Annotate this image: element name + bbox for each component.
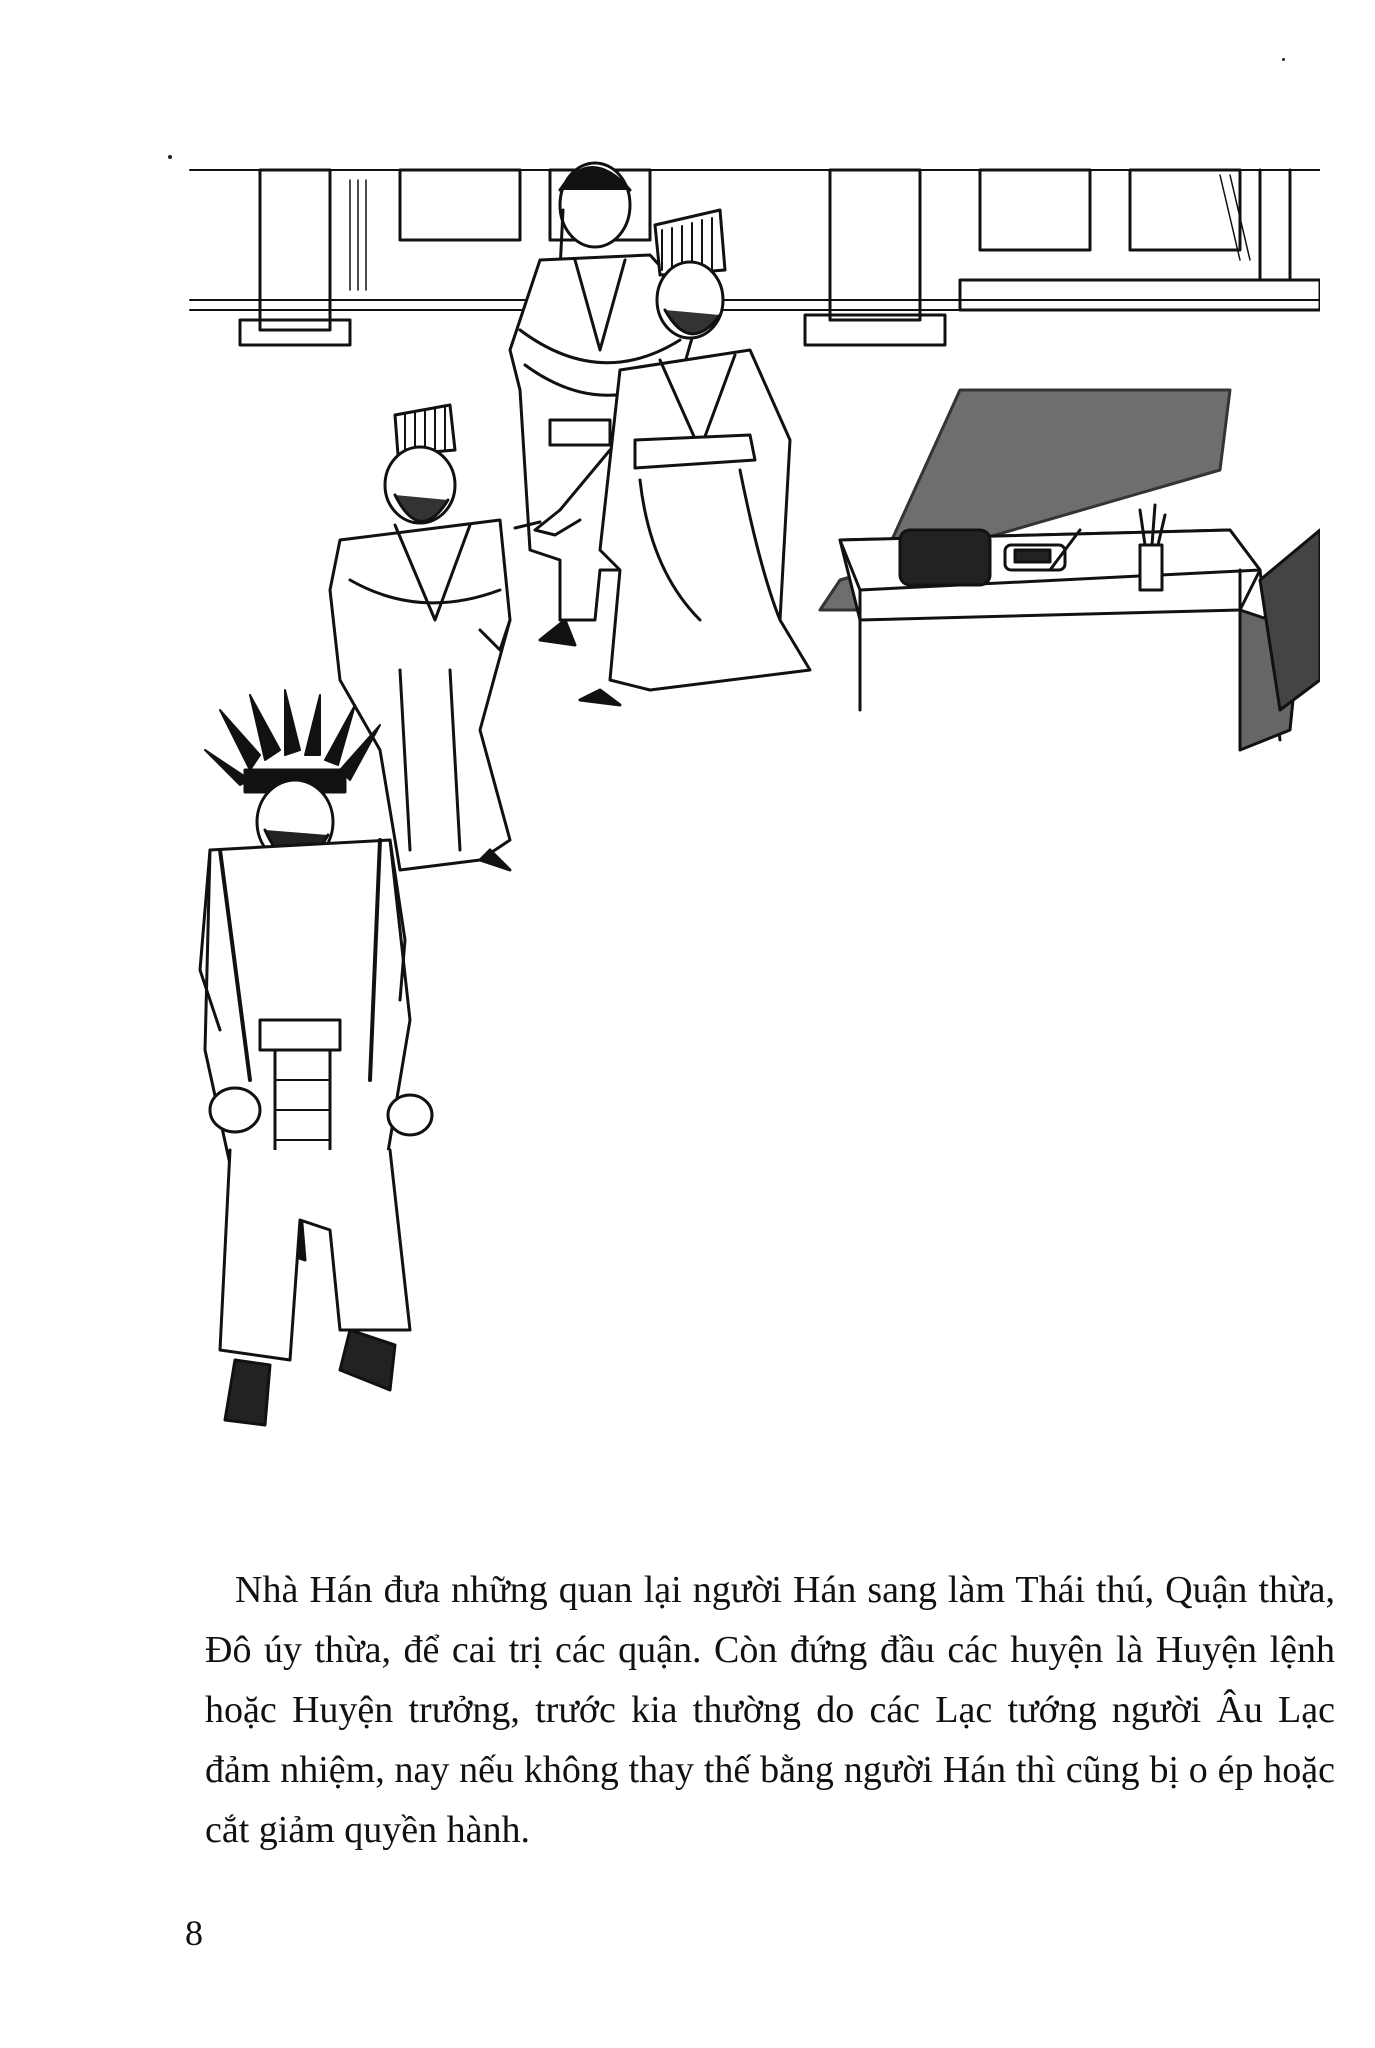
body-paragraph: Nhà Hán đưa những quan lại người Hán sang làm Thái thú, Quận thừa, Đô úy thừa, để cai trị các quận. Còn đứng đầu các huyện là Huyện lệnh hoặc Huyện trưởng, trước kia thường do các Lạc tướng người Âu Lạc đảm nhiệm, nay nếu không thay thế bằng người Hán thì cũng bị o ép hoặc cắt giảm quyền hành. bbox=[205, 1569, 1335, 1851]
han-official-left bbox=[330, 405, 510, 870]
palace-background bbox=[190, 170, 1320, 345]
ink-illustration bbox=[180, 150, 1320, 1470]
mat-and-desk bbox=[820, 390, 1320, 750]
page-number: 8 bbox=[185, 1913, 203, 1953]
scan-speck bbox=[168, 155, 172, 159]
scan-speck bbox=[1282, 58, 1285, 61]
